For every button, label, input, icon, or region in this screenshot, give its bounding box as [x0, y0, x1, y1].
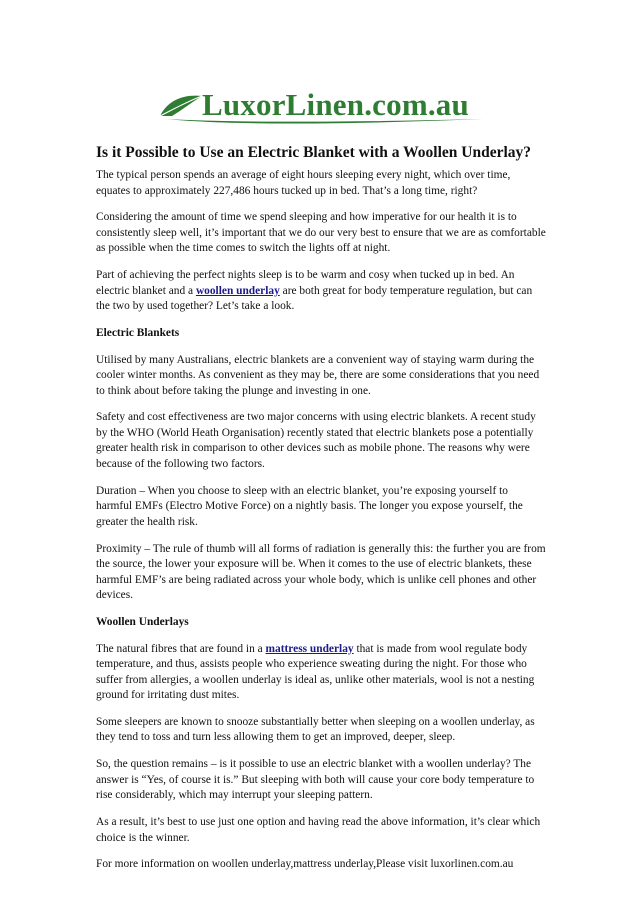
- woollen-paragraph-4: As a result, it’s best to use just one option and having read the above information, it’s clear which choice is the winner.: [96, 816, 541, 844]
- woollen-paragraph-3: So, the question remains – is it possible to use an electric blanket with a woollen underlay? The answer is “Yes, of course it is.” But sleeping with both will cause your core body temperature to rise considerably, which may interrupt your sleeping pattern.: [96, 758, 535, 802]
- logo-wordmark: LuxorLinen.com.au: [202, 87, 469, 122]
- electric-paragraph-1: Utilised by many Australians, electric blankets are a convenient way of staying warm during the cooler winter months. As convenient as they may be, there are some considerations that you need to think about before taking the plunge and investing in one.: [96, 353, 540, 397]
- closing-paragraph: For more information on woollen underlay,mattress underlay,Please visit luxorlinen.com.au: [96, 858, 514, 871]
- section-heading-woollen-underlays: Woollen Underlays: [96, 615, 189, 628]
- electric-paragraph-4: Proximity – The rule of thumb will all forms of radiation is generally this: the further you are from the source, the lower your exposure will be. When it comes to the use of electric blankets, these harmful EMF’s are being radiated across your whole body, which is unlike cell phones and other devices.: [96, 542, 546, 602]
- woollen-paragraph-1: [96, 642, 546, 704]
- electric-paragraph-2: Safety and cost effectiveness are two major concerns with using electric blankets. A recent study by the WHO (World Heath Organisation) recently stated that electric blankets pose a potentially greater health risk in comparison to other devices such as mobile phone. The reasons why were because of the following two factors.: [96, 411, 536, 470]
- section-heading-electric-blankets: Electric Blankets: [96, 326, 180, 339]
- article-body: [96, 168, 546, 884]
- intro-paragraph-3-after: are both great for body temperature regulation, but can the two by used together? Let’s take a look.: [96, 284, 533, 313]
- woollen-paragraph-2: Some sleepers are known to snooze substantially better when sleeping on a woollen underlay, as they tend to toss and turn less allowing them to get an improved, deeper, sleep.: [96, 715, 535, 744]
- luxorlinen-logo: [158, 86, 488, 126]
- intro-paragraph-1: The typical person spends an average of eight hours sleeping every night, which over time, equates to approximately 227,486 hours tucked up in bed. That’s a long time, right?: [96, 169, 511, 197]
- intro-paragraph-3: [96, 268, 546, 315]
- intro-paragraph-2: Considering the amount of time we spend sleeping and how imperative for our health it is to consistently sleep well, it’s important that we do our very best to ensure that we are as comfortable as possible when the time comes to switch the lights off at night.: [96, 211, 546, 255]
- electric-paragraph-3: Duration – When you choose to sleep with an electric blanket, you’re exposing yourself to harmful EMFs (Electro Motive Force) on a nightly basis. The longer you expose yourself, the greater the health risk.: [96, 484, 523, 528]
- woollen-underlay-link[interactable]: woollen underlay: [195, 284, 280, 297]
- intro-paragraph-3-before: Part of achieving the perfect nights sleep is to be warm and cosy when tucked up in bed. An electric blanket and a: [96, 269, 515, 297]
- woollen-paragraph-1-before: The natural fibres that are found in a: [96, 642, 266, 655]
- woollen-paragraph-1-after: that is made from wool regulate body temperature, and thus, assists people who experience sweating during the night. For those who suffer from allergies, a woollen underlay is ideal as, unlike other materials, wool is not a nesting ground for irritating dust mites.: [96, 642, 535, 702]
- page-title: Is it Possible to Use an Electric Blanket with a Woollen Underlay?: [96, 144, 532, 161]
- mattress-underlay-link[interactable]: mattress underlay: [265, 642, 354, 655]
